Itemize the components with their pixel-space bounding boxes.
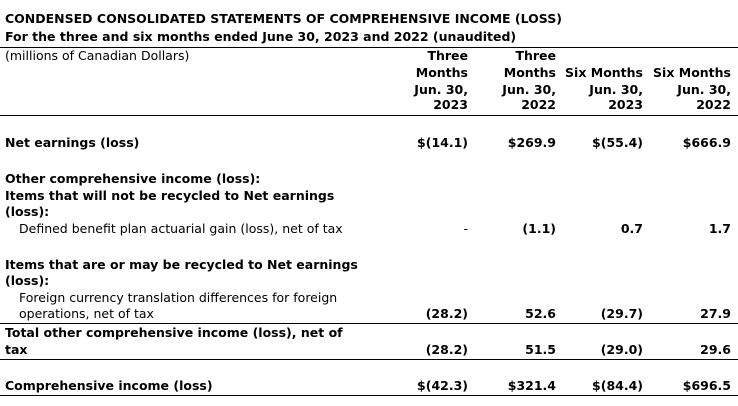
statement-title: CONDENSED CONSOLIDATED STATEMENTS OF COMPREHENSIVE INCOME (LOSS) <box>5 11 562 26</box>
cell-value: $696.5 <box>682 378 731 393</box>
section-heading-not-recycled-cont: (loss): <box>5 204 50 219</box>
cell-value: 52.6 <box>525 306 556 321</box>
column-header-line: Jun. 30, <box>502 82 556 97</box>
column-header-line: Six Months <box>565 65 643 80</box>
column-header-line: Jun. 30, <box>589 82 643 97</box>
row-label: Foreign currency translation differences for foreign <box>19 290 338 305</box>
cell-value: $(84.4) <box>592 378 643 393</box>
section-heading-recycled: Items that are or may be recycled to Net earnings <box>5 257 358 272</box>
row-label: Total other comprehensive income (loss), net of <box>5 325 343 340</box>
header-bottom-rule <box>0 115 738 116</box>
total-rule <box>0 359 738 360</box>
section-heading-oci: Other comprehensive income (loss): <box>5 171 261 186</box>
cell-value: 27.9 <box>700 306 731 321</box>
row-label-cont: operations, net of tax <box>19 306 154 321</box>
cell-value: 1.7 <box>708 221 731 236</box>
column-header-line: Months <box>503 65 556 80</box>
row-label: Defined benefit plan actuarial gain (loss), net of tax <box>19 221 343 236</box>
cell-value: $(14.1) <box>417 135 468 150</box>
column-header-line: 2023 <box>433 97 468 112</box>
cell-value: 29.6 <box>700 342 731 357</box>
cell-value: $(42.3) <box>417 378 468 393</box>
column-header-line: 2022 <box>696 97 731 112</box>
cell-value: - <box>463 221 468 236</box>
statement-subtitle: For the three and six months ended June 30, 2023 and 2022 (unaudited) <box>5 29 517 44</box>
cell-value: $269.9 <box>507 135 556 150</box>
cell-value: 0.7 <box>620 221 643 236</box>
column-header-line: 2023 <box>608 97 643 112</box>
cell-value: 51.5 <box>525 342 556 357</box>
column-header-line: Three <box>515 48 556 63</box>
row-label-cont: tax <box>5 342 28 357</box>
section-heading-not-recycled: Items that will not be recycled to Net earnings <box>5 188 335 203</box>
subtotal-rule <box>0 323 738 324</box>
row-label: Net earnings (loss) <box>5 135 140 150</box>
cell-value: (1.1) <box>522 221 556 236</box>
cell-value: $321.4 <box>507 378 556 393</box>
column-header-line: Jun. 30, <box>414 82 468 97</box>
row-label: Comprehensive income (loss) <box>5 378 213 393</box>
section-heading-recycled-cont: (loss): <box>5 273 50 288</box>
column-header-line: Months <box>415 65 468 80</box>
cell-value: (29.7) <box>600 306 643 321</box>
column-header-line: Jun. 30, <box>677 82 731 97</box>
column-header-line: Six Months <box>653 65 731 80</box>
cell-value: (28.2) <box>425 306 468 321</box>
column-header-line: Three <box>427 48 468 63</box>
units-label: (millions of Canadian Dollars) <box>5 48 190 63</box>
cell-value: (29.0) <box>600 342 643 357</box>
final-rule <box>0 395 738 396</box>
cell-value: $(55.4) <box>592 135 643 150</box>
cell-value: (28.2) <box>425 342 468 357</box>
column-header-line: 2022 <box>521 97 556 112</box>
cell-value: $666.9 <box>682 135 731 150</box>
